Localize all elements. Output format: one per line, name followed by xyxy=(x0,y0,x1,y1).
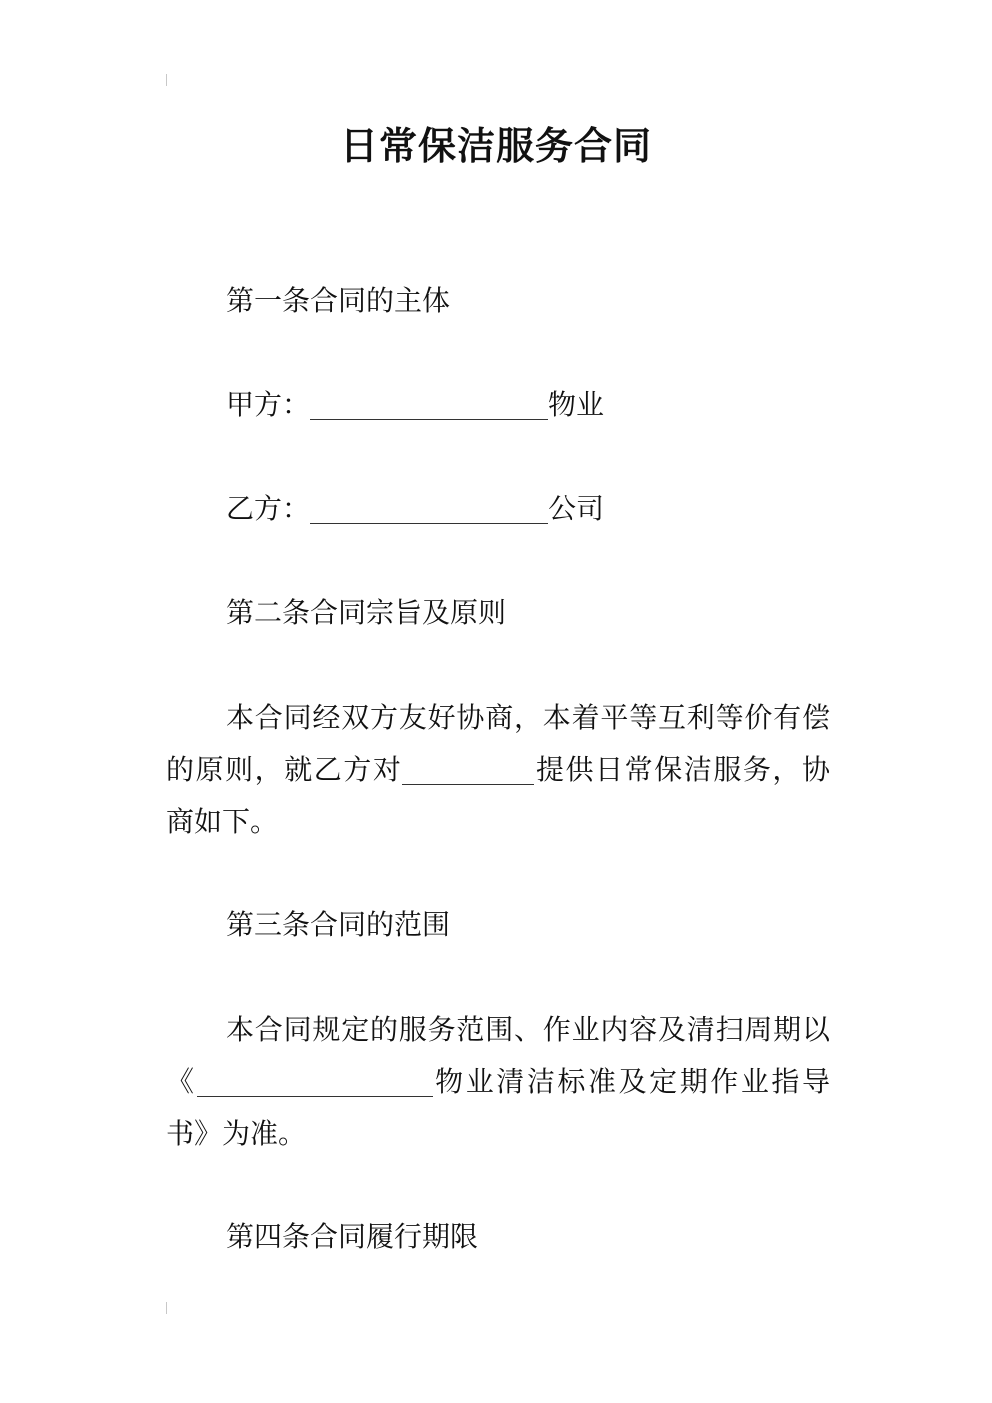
party-a-suffix: 物业 xyxy=(548,388,605,421)
document-title: 日常保洁服务合同 xyxy=(339,124,652,168)
party-a-blank xyxy=(310,389,548,420)
article-3-text-end: 物业清洁标准及定期作业指导书》为准。 xyxy=(166,1065,830,1150)
party-b-line xyxy=(226,491,604,527)
article-3-paragraph xyxy=(166,1004,830,1160)
article-2-text-start: 本合同经双方友好协商，本着平等互利等价有偿的原则，就乙方对 xyxy=(166,701,830,786)
party-a-label: 甲方： xyxy=(226,388,311,421)
party-b-blank xyxy=(310,493,548,524)
party-b-suffix: 公司 xyxy=(548,492,605,525)
article-4-heading: 第四条合同履行期限 xyxy=(226,1220,479,1253)
article-3-blank xyxy=(197,1066,433,1097)
page-corner-mark xyxy=(166,74,167,86)
article-3-text-start: 本合同规定的服务范围、作业内容及清扫周期以《 xyxy=(166,1013,830,1098)
article-2-heading: 第二条合同宗旨及原则 xyxy=(226,596,507,629)
party-a-line xyxy=(226,387,604,423)
party-b-label: 乙方： xyxy=(226,492,311,525)
article-2-text-end: 提供日常保洁服务，协商如下。 xyxy=(166,753,830,838)
article-2-blank xyxy=(402,754,534,785)
article-3-heading: 第三条合同的范围 xyxy=(226,908,451,941)
article-2-paragraph xyxy=(166,692,830,848)
page-corner-mark xyxy=(166,1302,167,1314)
article-1-heading: 第一条合同的主体 xyxy=(226,284,451,317)
